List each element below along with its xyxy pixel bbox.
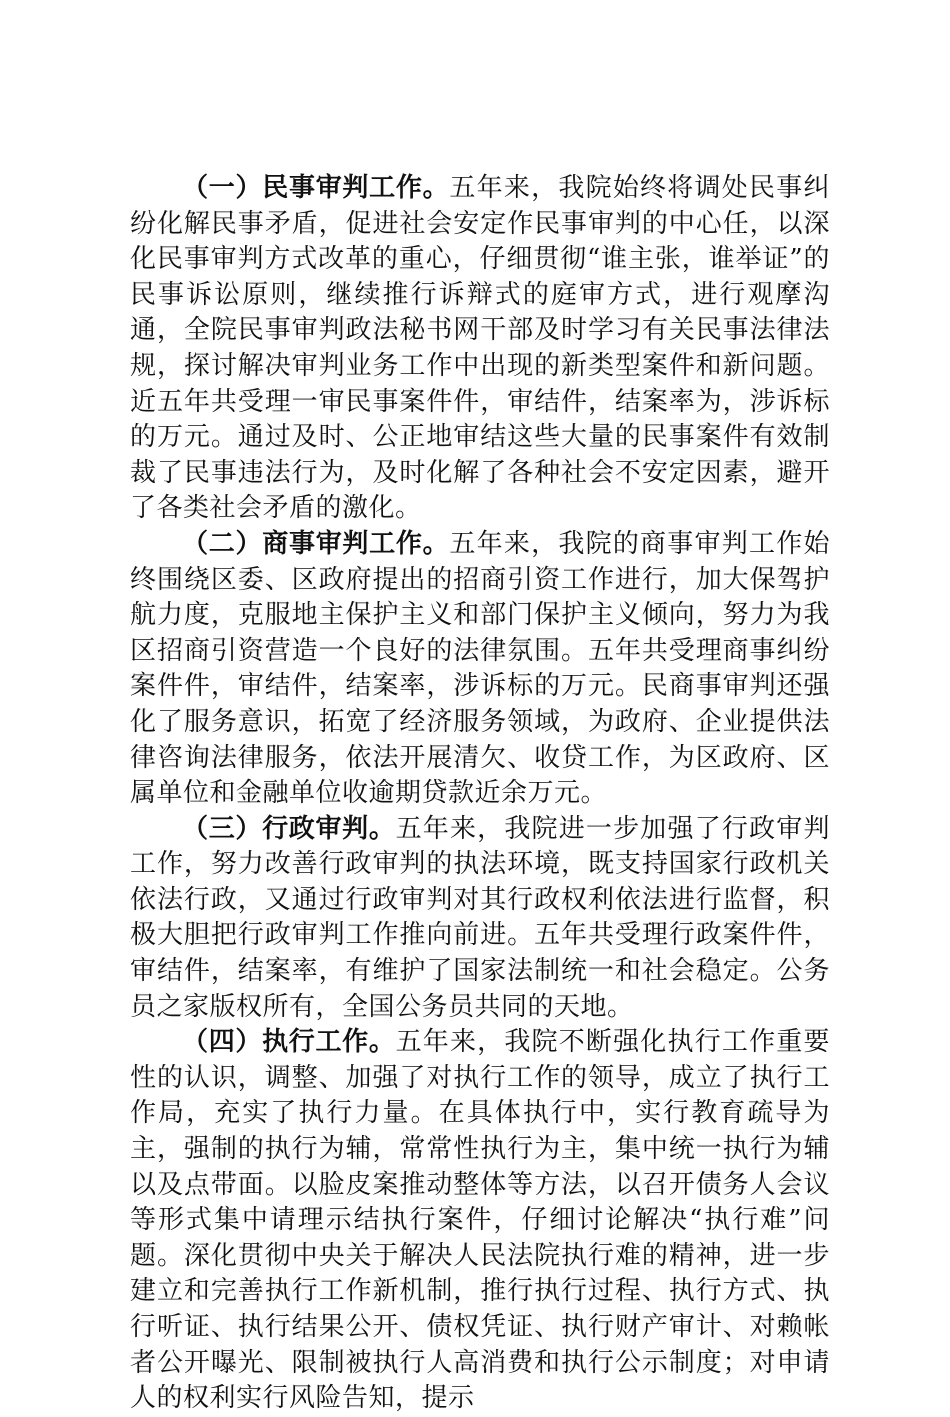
paragraph-civil-trial (130, 171, 830, 527)
paragraph-text: 五年来，我院的商事审判工作始终围绕区委、区政府提出的招商引资工作进行，加大保驾护航力度，克服地主保护主义和部门保护主义倾向，努力为我区招商引资营造一个良好的法律氛围。五年共受理商事纠纷案件件，审结件，结案率，涉诉标的万元。民商事审判还强化了服务意识，拓宽了经济服务领域，为政府、企业提供法律咨询法律服务，依法开展清欠、收贷工作，为区政府、区属单位和金融单位收逾期贷款近余万元。 (130, 528, 830, 809)
paragraph-enforcement (130, 1025, 830, 1417)
paragraph-text: 五年来，我院进一步加强了行政审判工作，努力改善行政审判的执法环境，既支持国家行政机关依法行政，又通过行政审判对其行政权利依法进行监督，积极大胆把行政审判工作推向前进。五年共受理行政案件件，审结件，结案率，有维护了国家法制统一和社会稳定。公务员之家版权所有，全国公务员共同的天地。 (130, 813, 830, 1022)
paragraph-text: 五年来，我院不断强化执行工作重要性的认识，调整、加强了对执行工作的领导，成立了执行工作局，充实了执行力量。在具体执行中，实行教育疏导为主，强制的执行为辅，常常性执行为主，集中统一执行为辅以及点带面。以脸皮案推动整体等方法，以召开债务人会议等形式集中请理示结执行案件，仔细讨论解决“执行难”问题。深化贯彻中央关于解决人民法院执行难的精神，进一步建立和完善执行工作新机制，推行执行过程、执行方式、执行听证、执行结果公开、债权凭证、执行财产审计、对赖帐者公开曝光、限制被执行人高消费和执行公示制度；对申请人的权利实行风险告知，提示 (130, 1027, 830, 1414)
paragraph-heading: （三）行政审判。 (182, 813, 396, 844)
paragraph-heading: （一）民事审判工作。 (182, 173, 450, 203)
paragraph-commercial-trial (130, 527, 830, 812)
paragraph-heading: （二）商事审判工作。 (182, 528, 450, 559)
paragraph-text: 五年来，我院始终将调处民事纠纷化解民事矛盾，促进社会安定作民事审判的中心任，以深化民事审判方式改革的重心，仔细贯彻“谁主张，谁举证”的民事诉讼原则，继续推行诉辩式的庭审方式，进行观摩沟通，全院民事审判政法秘书网干部及时学习有关民事法律法规，探讨解决审判业务工作中出现的新类型案件和新问题。近五年共受理一审民事案件件，审结件，结案率为，涉诉标的万元。通过及时、公正地审结这些大量的民事案件有效制裁了民事违法行为，及时化解了各种社会不安定因素，避开了各类社会矛盾的激化。 (130, 173, 830, 524)
paragraph-heading: （四）执行工作。 (182, 1027, 396, 1058)
document-body (130, 171, 830, 1417)
paragraph-administrative-trial (130, 812, 830, 1026)
